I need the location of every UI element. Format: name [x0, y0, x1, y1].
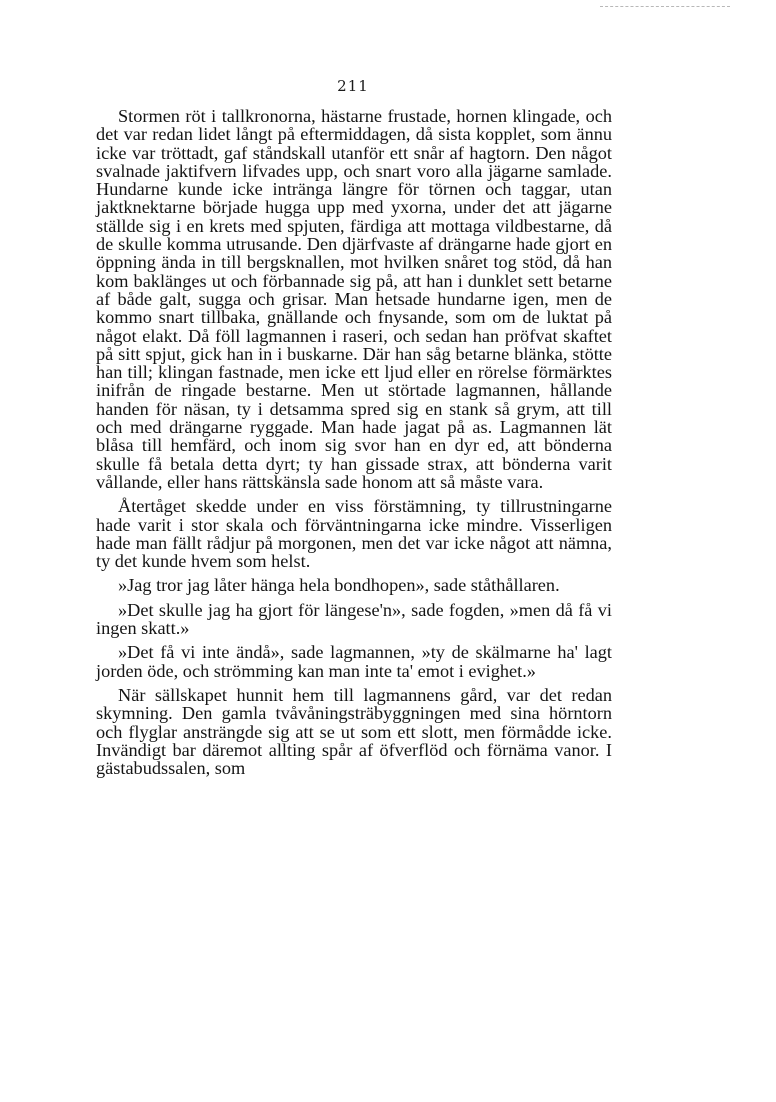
paragraph-arrival: När sällskapet hunnit hem till lagmannens gård, var det redan skymning. Den gamla tvåvåningsträbyggningen med sina hörntorn och flyglar ansträngde sig att se ut som ett slott, men förmådde icke. Invändigt bar däremot allting spår af öfverflöd och förnäma vanor. I gästabudssalen, som: [96, 684, 612, 779]
paragraph-return: Återtåget skedde under en viss förstämning, ty tillrustningarne hade varit i stor skala och förväntningarna icke mindre. Visserligen hade man fällt rådjur på morgonen, men det var icke något att nämna, ty det kunde hvem som helst.: [96, 496, 612, 572]
paragraph-bailiff-quote: »Det skulle jag ha gjort för längese'n», sade fogden, »men då få vi ingen skatt.»: [96, 599, 612, 639]
scan-edge-mark: [600, 6, 730, 8]
body-text: [96, 107, 612, 777]
page-number: 211: [337, 77, 369, 95]
paragraph-hunt: Stormen röt i tallkronorna, hästarne frustade, hornen klingade, och det var redan lidet långt på eftermiddagen, då sista kopplet, som ännu icke var tröttadt, gaf ståndskall utanför ett snår af hagtorn. Den något svalnade jaktifvern lifvades upp, och snart voro alla jägarne samlade. Hundarne kunde icke intränga längre för törnen och taggar, utan jaktknektarne började hugga upp med yxorna, under det att jägarne ställde sig i en krets med spjuten, färdiga att mottaga vildbestarne, då de skulle komma utrusande. Den djärfvaste af drängarne hade gjort en öppning ända in till bergsknallen, mot hvilken snåret tog stöd, då han kom baklänges ut och förbannade sig på, att han i dunklet sett betarne af både galt, sugga och grisar. Man hetsade hundarne igen, men de kommo snart tillbaka, gnällande och fnysande, som om de luktat på något elakt. Då föll lagmannen i raseri, och sedan han pröfvat skaftet på sitt spjut, gick han in i buskarne. Där han såg betarne blänka, stötte han till; klingan fastnade, men icke ett ljud eller en rörelse förmärktes inifrån de ringade bestarne. Men ut störtade lagmannen, hållande handen för näsan, ty i detsamma spred sig en stank så grym, att till och med drängarne ryggade. Man hade jagat på as. Lagmannen lät blåsa till hemfärd, och inom sig svor han en dyr ed, att bönderna skulle få betala detta dyrt; ty han gissade strax, att bönderna varit vållande, eller hans rättskänsla sade honom att så måste vara.: [96, 106, 612, 492]
paragraph-governor-quote: »Jag tror jag låter hänga hela bondhopen», sade ståthållaren.: [118, 575, 560, 596]
paragraph-lawman-quote: »Det få vi inte ändå», sade lagmannen, »ty de skälmarne ha' lagt jorden öde, och strömming kan man inte ta' emot i evighet.»: [96, 642, 612, 681]
